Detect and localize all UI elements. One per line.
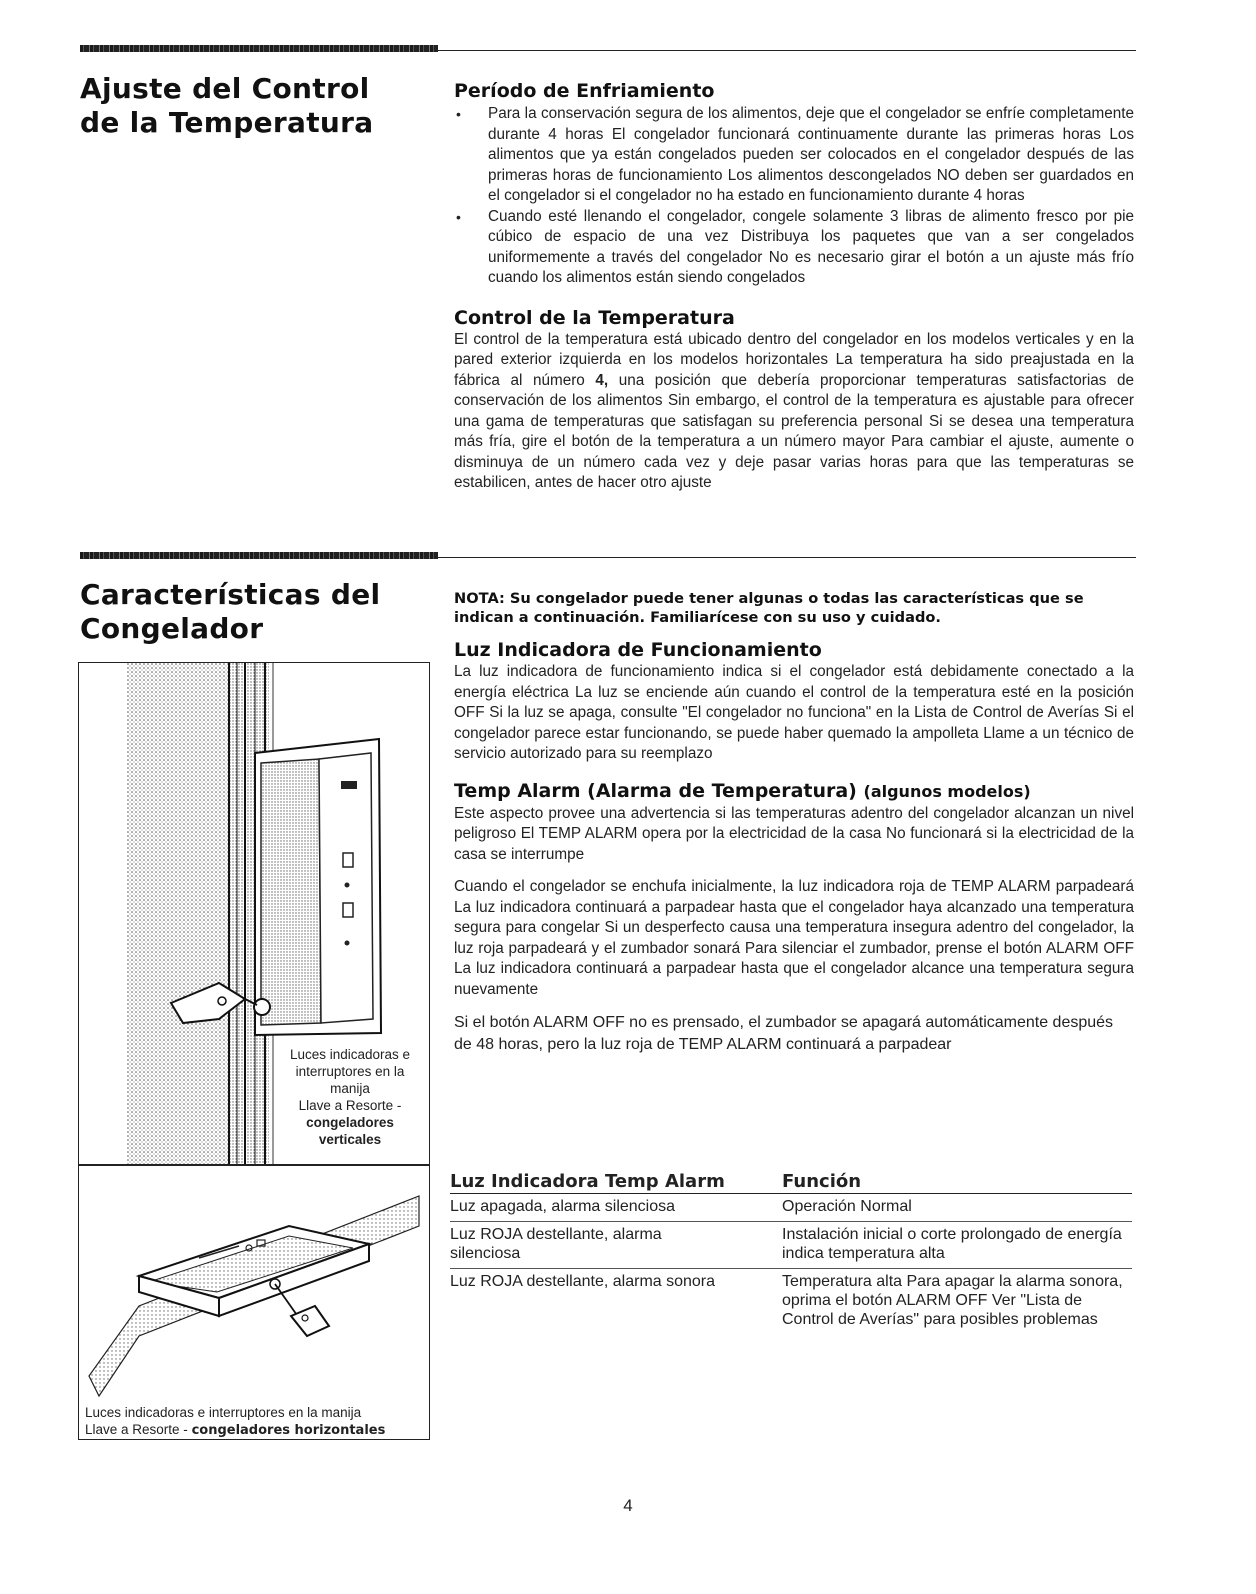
- power-light-text: La luz indicadora de funcionamiento indica si el congelador está debidamente conectado a la energía eléctrica La luz se enciende aún cuando el control de la temperatura esté en la posición OFF Si la luz se apaga, consulte "El congelador no funciona" en la Lista de Control de Averías Si el congelador parece estar funcionando, se puede haber quemado la ampolleta Llame a un técnico de servicio autorizado para su reemplazo: [454, 663, 1134, 762]
- section2-content: [454, 589, 1134, 1056]
- temp-control-heading: Control de la Temperatura: [454, 306, 735, 329]
- table-row: [450, 1194, 1132, 1222]
- section1-top-rule-thin: [438, 50, 1136, 51]
- cooldown-heading: Período de Enfriamiento: [454, 80, 715, 102]
- power-light-heading: Luz Indicadora de Funcionamiento: [454, 639, 822, 661]
- temp-control-text-part2: una posición que debería proporcionar temperaturas satisfactorias de conservación de los alimentos Sin embargo, el control de la temperatura es ajustable para ofrecer una gama de temperaturas que satisfagan su preferencia personal Si se desea una temperatura más fría, gire el botón de la temperatura a un número mayor Para cambiar el ajuste, aumente o disminuya de un número cada vez y deje pasar varias horas para que las temperaturas se estabilicen, antes de hacer otro ajuste: [454, 371, 1134, 491]
- upright-freezer-figure: [78, 662, 430, 1165]
- cooldown-bullet-list: [454, 104, 1134, 289]
- temp-alarm-heading-text: Temp Alarm (Alarma de Temperatura): [454, 779, 857, 802]
- chest-caption-line2-text: Llave a Resorte -: [85, 1422, 192, 1437]
- table-row: [450, 1222, 1132, 1269]
- table-cell-light: Luz ROJA destellante, alarma silenciosa: [450, 1222, 782, 1269]
- table-cell-light: Luz apagada, alarma silenciosa: [450, 1194, 782, 1222]
- temp-control-setting-number: 4,: [595, 371, 609, 389]
- upright-figure-caption: [275, 1046, 425, 1148]
- upright-caption-bold1: congeladores: [306, 1115, 394, 1130]
- section1-title: [80, 72, 420, 140]
- table-cell-function: Temperatura alta Para apagar la alarma sonora, oprima el botón ALARM OFF Ver "Lista de Control de Averías" para posibles problemas: [782, 1273, 1123, 1328]
- temp-alarm-heading-suffix: (algunos modelos): [863, 781, 1031, 801]
- table-row: [450, 1269, 1132, 1335]
- temp-control-text: [454, 330, 1134, 494]
- section1-top-rule-thick: [80, 45, 438, 52]
- temp-alarm-para1: Este aspecto provee una advertencia si las temperaturas adentro del congelador alcanzan un nivel peligroso El TEMP ALARM opera por la electricidad de la casa No funcionará si la electricidad de la casa se interrumpe: [454, 804, 1134, 863]
- upright-caption-line3: manija: [330, 1081, 370, 1096]
- chest-freezer-figure: [78, 1165, 430, 1440]
- upright-caption-line2: interruptores en la: [295, 1064, 405, 1079]
- table-header-light: Luz Indicadora Temp Alarm: [450, 1172, 782, 1194]
- table-header-row: [450, 1172, 1132, 1194]
- section1-title-line1: Ajuste del Control: [80, 72, 370, 105]
- temp-alarm-table: [450, 1172, 1132, 1334]
- upright-caption-line1: Luces indicadoras e: [289, 1047, 411, 1062]
- chest-freezer-illustration: [79, 1166, 429, 1406]
- temp-alarm-table-wrap: [450, 1172, 1132, 1334]
- cooldown-bullet-1: • Para la conservación segura de los alimentos, deje que el congelador se enfríe completamente durante 4 horas El congelador funcionará continuamente durante las primeras horas Los alimentos que ya están congelados pueden ser colocados en el congelador después de las primeras horas de funcionamiento Los alimentos descongelados NO deben ser guardados en el congelador si el congelador no ha estado en funcionamiento durante 4 horas: [454, 104, 1134, 207]
- table-header-function: Función: [782, 1172, 1132, 1194]
- chest-figure-caption: [85, 1404, 425, 1439]
- section2-title-line2: Congelador: [80, 612, 264, 645]
- table-cell-function: Operación Normal: [782, 1194, 1132, 1222]
- upright-caption-line4: Llave a Resorte -: [298, 1098, 402, 1113]
- upright-caption-bold2: verticales: [318, 1132, 382, 1147]
- section2-top-rule-thick: [80, 552, 438, 559]
- section1-content: [454, 79, 1134, 494]
- cooldown-bullet-2: • Cuando esté llenando el congelador, congele solamente 3 libras de alimento fresco por pie cúbico de espacio de una vez Distribuya los paquetes que van a ser congelados uniformemente a través del congelador No es necesario girar el botón a un ajuste más frío cuando los alimentos están siendo congelados: [454, 207, 1134, 289]
- table-cell-light: Luz ROJA destellante, alarma sonora: [450, 1273, 716, 1290]
- temp-alarm-para3: Si el botón ALARM OFF no es prensado, el zumbador se apagará automáticamente después de 48 horas, pero la luz roja de TEMP ALARM continuará a parpadear: [454, 1014, 1114, 1053]
- section2-title-line1: Características del: [80, 578, 381, 611]
- chest-caption-bold: congeladores horizontales: [191, 1423, 386, 1438]
- chest-caption-line2: [85, 1421, 425, 1439]
- section1-title-line2: de la Temperatura: [80, 106, 374, 139]
- temp-control-text-part1: El control de la temperatura está ubicado dentro del congelador en los modelos verticales y en la pared exterior izquierda en los modelos horizontales La temperatura ha sido preajustada en la fábrica al número: [454, 330, 1134, 389]
- section2-title: [80, 578, 420, 646]
- table-cell-function: Instalación inicial o corte prolongado de energía indica temperatura alta: [782, 1222, 1132, 1269]
- temp-alarm-heading: [454, 779, 1134, 804]
- chest-caption-line1: Luces indicadoras e interruptores en la manija: [85, 1405, 362, 1420]
- page-number: 4: [623, 1496, 633, 1515]
- temp-alarm-para2: Cuando el congelador se enchufa inicialmente, la luz indicadora roja de TEMP ALARM parpadeará La luz indicadora continuará a parpadear hasta que el congelador haya alcanzado una temperatura segura para congelar Si un desperfecto causa una temperatura insegura adentro del congelador, la luz roja parpadeará y el zumbador sonará Para silenciar el zumbador, prense el botón ALARM OFF La luz indicadora continuará a parpadear hasta que el congelador alcance una temperatura segura nuevamente: [454, 878, 1134, 998]
- features-note: NOTA: Su congelador puede tener algunas o todas las características que se indican a continuación. Familiarícese con su uso y cuidado.: [454, 590, 1084, 626]
- section2-top-rule-thin: [438, 557, 1136, 558]
